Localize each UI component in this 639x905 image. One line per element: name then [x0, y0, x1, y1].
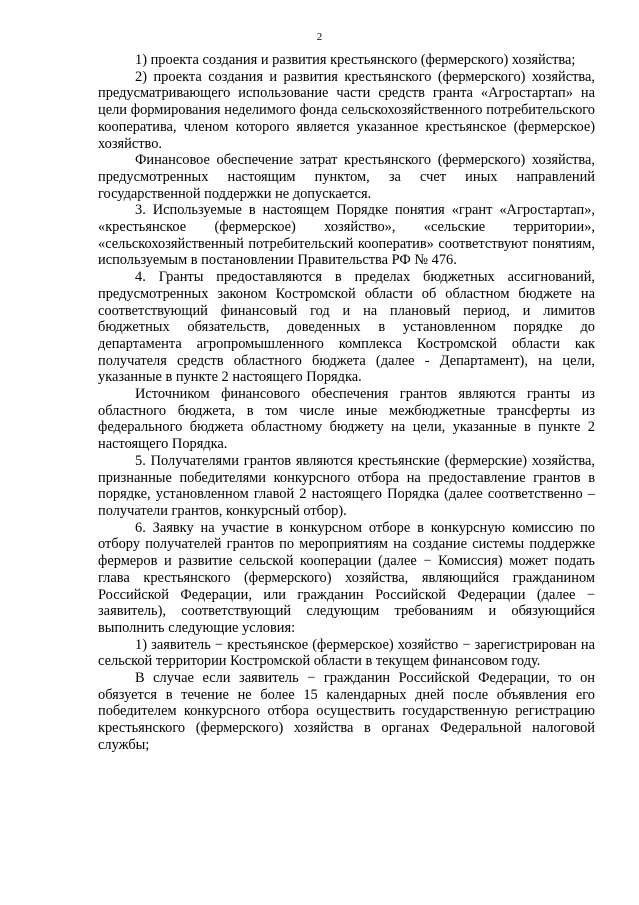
paragraph: 1) проекта создания и развития крестьянского (фермерского) хозяйства;	[135, 52, 576, 68]
paragraph: Источником финансового обеспечения грантов являются гранты из областного бюджета, в том числе иные межбюджетные трансферты из федерального бюджета областному бюджету на цели, указанные в пункте 2 настоящего Порядка.	[98, 386, 595, 453]
paragraph: 6. Заявку на участие в конкурсном отборе в конкурсную комиссию по отбору получателей грантов по мероприятиям на создание системы поддержке фермеров и развитие сельской кооперации (далее − Комиссия) может подать глава крестьянского (фермерского) хозяйства, являющийся гражданином Российской Федерации, или гражданин Российской Федерации (далее − заявитель), соответствующий следующим требованиям и обязующийся выполнить следующие условия:	[98, 519, 595, 636]
paragraph: 5. Получателями грантов являются крестьянские (фермерские) хозяйства, признанные победителями конкурсного отбора на предоставление грантов в порядке, установленном главой 2 настоящего Порядка (далее соответственно – получатели грантов, конкурсный отбор).	[98, 452, 595, 519]
paragraph: 2) проекта создания и развития крестьянского (фермерского) хозяйства, предусматривающего использование части средств гранта «Агростартап» на цели формирования неделимого фонда сельскохозяйственного потребительского кооператива, членом которого является указанное крестьянское (фермерское) хозяйство.	[98, 68, 595, 152]
paragraph: 1) заявитель − крестьянское (фермерское) хозяйство − зарегистрирован на сельской территории Костромской области в текущем финансовом году.	[98, 636, 595, 670]
paragraph: В случае если заявитель − гражданин Российской Федерации, то он обязуется в течение не более 15 календарных дней после объявления его победителем конкурсного отбора осуществить государственную регистрацию крестьянского (фермерского) хозяйства в органах Федеральной налоговой службы;	[98, 670, 595, 753]
paragraph: 3. Используемые в настоящем Порядке понятия «грант «Агростартап», «крестьянское (фермерское) хозяйство», «сельские территории», «сельскохозяйственный потребительский кооператив» соответствуют понятиям, используемым в постановлении Правительства РФ № 476.	[98, 202, 595, 269]
paragraph: Финансовое обеспечение затрат крестьянского (фермерского) хозяйства, предусмотренных настоящим пунктом, за счет иных направлений государственной поддержки не допускается.	[98, 152, 595, 202]
document-body	[98, 52, 595, 754]
paragraph: 4. Гранты предоставляются в пределах бюджетных ассигнований, предусмотренных законом Костромской области об областном бюджете на соответствующий финансовый год и на плановый период, и лимитов бюджетных обязательств, доведенных в установленном порядке до департамента агропромышленного комплекса Костромской области как получателя средств областного бюджета (далее - Департамент), на цели, указанные в пункте 2 настоящего Порядка.	[98, 269, 595, 386]
page-number: 2	[316, 31, 323, 43]
